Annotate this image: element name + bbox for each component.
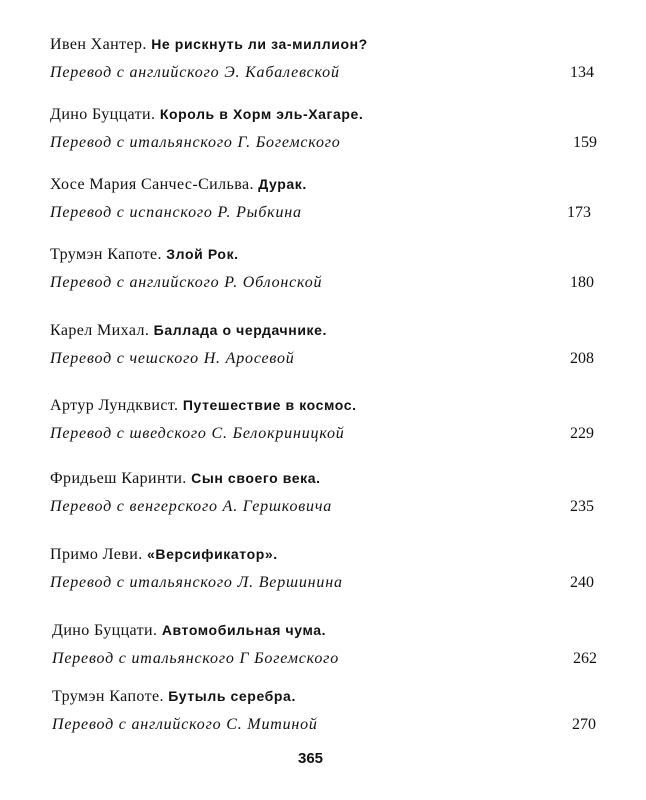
entry-page: 159 bbox=[573, 134, 597, 151]
entry-author: Трумэн Капоте. bbox=[52, 688, 164, 705]
entry-translation: Перевод с итальянского Л. Вершинина bbox=[50, 574, 343, 591]
entry-author: Дино Буццати. bbox=[50, 106, 156, 123]
entry-heading bbox=[50, 322, 327, 340]
entry-translation: Перевод с английского Э. Кабалевской bbox=[50, 64, 340, 81]
entry-heading bbox=[50, 546, 278, 564]
page-number: 365 bbox=[298, 750, 324, 767]
entry-heading bbox=[50, 36, 368, 54]
entry-author: Трумэн Капоте. bbox=[50, 246, 162, 263]
entry-page: 235 bbox=[570, 498, 594, 515]
entry-heading bbox=[50, 470, 321, 488]
entry-title: «Версификатор». bbox=[147, 546, 278, 562]
entry-page: 134 bbox=[570, 64, 594, 81]
toc-entry bbox=[0, 246, 646, 306]
entry-author: Фридьеш Каринти. bbox=[50, 470, 187, 487]
toc-entry bbox=[0, 688, 646, 748]
entry-heading bbox=[52, 622, 326, 640]
entry-translation: Перевод с чешского Н. Аросевой bbox=[50, 350, 295, 367]
entry-heading bbox=[50, 246, 239, 264]
entry-heading bbox=[50, 176, 307, 194]
entry-translation: Перевод с испанского Р. Рыбкина bbox=[50, 204, 302, 221]
entry-title: Дурак. bbox=[258, 176, 307, 192]
entry-page: 173 bbox=[567, 204, 591, 221]
entry-title: Король в Хорм эль-Хагаре. bbox=[159, 106, 364, 122]
entry-page: 229 bbox=[570, 425, 594, 442]
entry-author: Карел Михал. bbox=[50, 322, 150, 339]
entry-title: Путешествие в космос. bbox=[182, 397, 357, 413]
entry-translation: Перевод с английского С. Митиной bbox=[52, 716, 318, 733]
entry-translation: Перевод с шведского С. Белокриницкой bbox=[50, 425, 345, 442]
entry-title: Сын своего века. bbox=[191, 470, 321, 486]
entry-title: Автомобильная чума. bbox=[161, 622, 327, 638]
entry-page: 270 bbox=[572, 716, 596, 733]
entry-author: Хосе Мария Санчес-Сильва. bbox=[50, 176, 254, 193]
toc-entry bbox=[0, 176, 646, 236]
entry-page: 240 bbox=[570, 574, 594, 591]
toc-entry bbox=[0, 470, 646, 530]
toc-entry bbox=[0, 106, 646, 166]
entry-page: 262 bbox=[573, 650, 597, 667]
entry-title: Злой Рок. bbox=[166, 246, 239, 262]
entry-heading bbox=[50, 397, 357, 415]
entry-title: Баллада о чердачнике. bbox=[153, 322, 328, 338]
entry-heading bbox=[52, 688, 296, 706]
entry-translation: Перевод с итальянского Г Богемского bbox=[52, 650, 339, 667]
entry-translation: Перевод с итальянского Г. Богемского bbox=[50, 134, 341, 151]
entry-page: 208 bbox=[570, 350, 594, 367]
entry-title: Бутыль серебра. bbox=[168, 688, 296, 704]
toc-entry bbox=[0, 36, 646, 96]
entry-page: 180 bbox=[570, 274, 594, 291]
entry-heading bbox=[50, 106, 363, 124]
toc-entry bbox=[0, 322, 646, 382]
entry-author: Дино Буццати. bbox=[52, 622, 158, 639]
entry-author: Примо Леви. bbox=[50, 546, 143, 563]
entry-title: Не рискнуть ли за-миллион? bbox=[151, 36, 368, 52]
entry-translation: Перевод с венгерского А. Гершковича bbox=[50, 498, 333, 515]
toc-entry bbox=[0, 397, 646, 457]
entry-author: Ивен Хантер. bbox=[50, 36, 147, 53]
entry-author: Артур Лундквист. bbox=[50, 397, 179, 414]
toc-entry bbox=[0, 546, 646, 606]
toc-entry bbox=[0, 622, 646, 682]
entry-translation: Перевод с английского Р. Облонской bbox=[50, 274, 323, 291]
